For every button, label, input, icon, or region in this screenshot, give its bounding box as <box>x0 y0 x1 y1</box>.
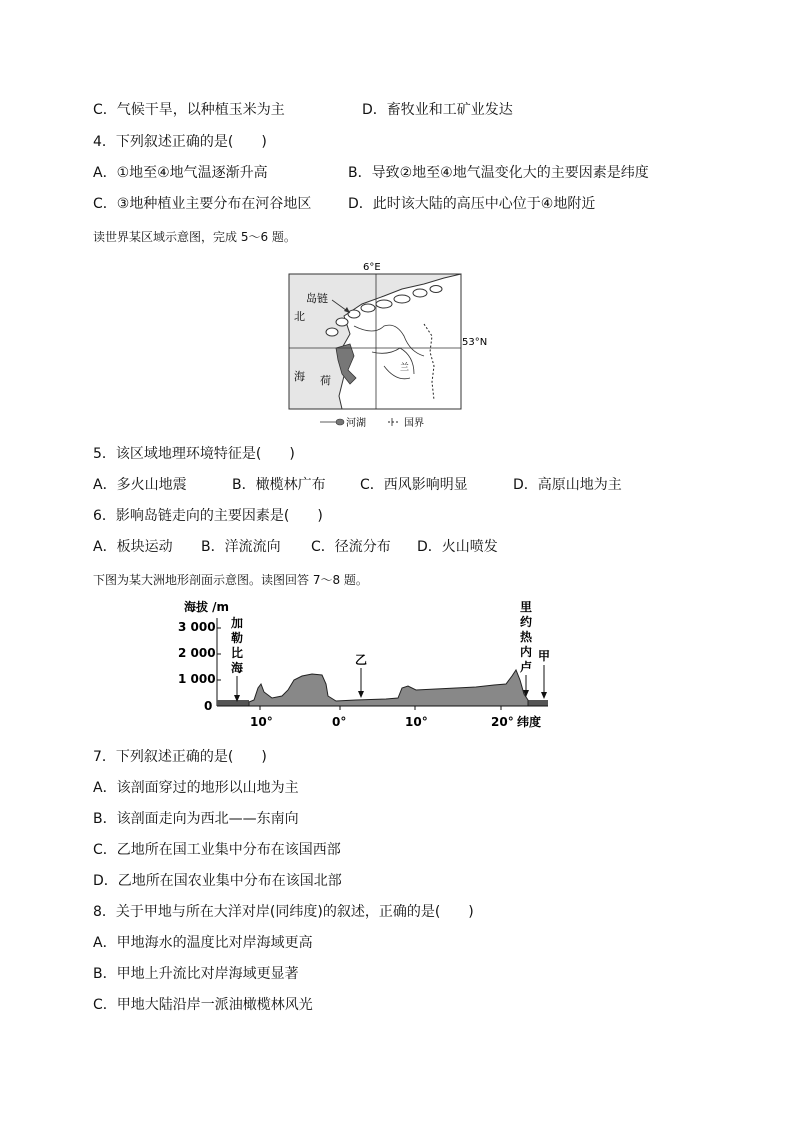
q7-stem: 7．下列叙述正确的是( ) <box>93 749 267 765</box>
x-tick-10-s: 10° <box>405 715 428 729</box>
q5-option-c: C．西风影响明显 <box>360 477 468 493</box>
label-rio-4: 内 <box>520 645 533 659</box>
label-sea-bei: 北 <box>294 310 305 323</box>
q4-option-c: C．③地种植业主要分布在河谷地区 <box>93 196 312 212</box>
x-tick-0: 0° <box>332 715 347 729</box>
y-tick-1000: 1 000 <box>178 672 216 686</box>
q8-stem: 8．关于甲地与所在大洋对岸(同纬度)的叙述，正确的是( ) <box>93 904 474 920</box>
q8-option-c: C．甲地大陆沿岸一派油橄榄林风光 <box>93 997 313 1013</box>
q6-stem: 6．影响岛链走向的主要因素是( ) <box>93 508 323 524</box>
q6-option-a: A．板块运动 <box>93 539 173 555</box>
intro-5-6: 读世界某区域示意图，完成 5～6 题。 <box>93 230 296 244</box>
q7-option-d: D．乙地所在国农业集中分布在该国北部 <box>93 873 342 889</box>
legend-lake-symbol <box>336 419 344 425</box>
q5-option-d: D．高原山地为主 <box>513 477 622 493</box>
profile-ylabel: 海拔 /m <box>184 600 230 614</box>
label-6e: 6°E <box>363 262 381 273</box>
q4-option-b: B．导致②地至④地气温变化大的主要因素是纬度 <box>348 165 649 181</box>
intro-7-8: 下图为某大洲地形剖面示意图。读图回答 7～8 题。 <box>93 573 368 587</box>
q3-option-c: C．气候干旱，以种植玉米为主 <box>93 102 285 118</box>
q7-option-c: C．乙地所在国工业集中分布在该国西部 <box>93 842 341 858</box>
label-rio-2: 约 <box>520 615 533 629</box>
label-lan: 兰 <box>400 363 410 373</box>
label-country-he: 荷 <box>320 374 331 387</box>
q6-option-b: B．洋流流向 <box>201 539 281 555</box>
label-caribbean-2: 勒 <box>231 631 244 645</box>
q3-option-d: D．畜牧业和工矿业发达 <box>362 102 513 118</box>
label-caribbean-3: 比 <box>231 646 244 660</box>
caribbean-sea-block <box>217 700 249 706</box>
y-tick-2000: 2 000 <box>178 646 216 660</box>
terrain-profile <box>176 596 556 736</box>
y-tick-0: 0 <box>204 699 213 713</box>
profile-xlabel: 纬度 <box>517 715 542 729</box>
q6-option-c: C．径流分布 <box>311 539 391 555</box>
q4-stem: 4．下列叙述正确的是( ) <box>93 134 267 150</box>
label-rio-5: 卢 <box>520 660 533 674</box>
label-rio-1: 里 <box>520 600 533 614</box>
y-tick-3000: 3 000 <box>178 620 216 634</box>
q5-option-b: B．橄榄林广布 <box>232 477 326 493</box>
label-yi: 乙 <box>355 653 368 667</box>
q7-option-a: A．该剖面穿过的地形以山地为主 <box>93 780 299 796</box>
label-sea-hai: 海 <box>294 370 305 383</box>
atlantic-sea-block <box>528 700 548 706</box>
legend-river-lake: 河湖 <box>346 418 366 429</box>
x-tick-10-n: 10° <box>250 715 273 729</box>
label-island-chain: 岛链 <box>306 292 328 305</box>
label-rio-3: 热 <box>520 630 533 644</box>
label-jia: 甲 <box>538 649 551 663</box>
q4-option-a: A．①地至④地气温逐渐升高 <box>93 165 268 181</box>
q7-option-b: B．该剖面走向为西北——东南向 <box>93 811 299 827</box>
x-tick-20-s: 20° <box>491 715 514 729</box>
label-caribbean-1: 加 <box>231 616 244 630</box>
q6-option-d: D．火山喷发 <box>417 539 498 555</box>
label-caribbean-4: 海 <box>231 661 244 675</box>
q5-option-a: A．多火山地震 <box>93 477 187 493</box>
q5-stem: 5．该区域地理环境特征是( ) <box>93 446 295 462</box>
profile-terrain <box>249 670 528 706</box>
q4-option-d: D．此时该大陆的高压中心位于④地附近 <box>348 196 596 212</box>
region-map <box>284 256 500 432</box>
q8-option-a: A．甲地海水的温度比对岸海域更高 <box>93 935 313 951</box>
label-53n: 53°N <box>462 337 488 348</box>
q8-option-b: B．甲地上升流比对岸海域更显著 <box>93 966 299 982</box>
legend-border: 国界 <box>404 418 424 429</box>
